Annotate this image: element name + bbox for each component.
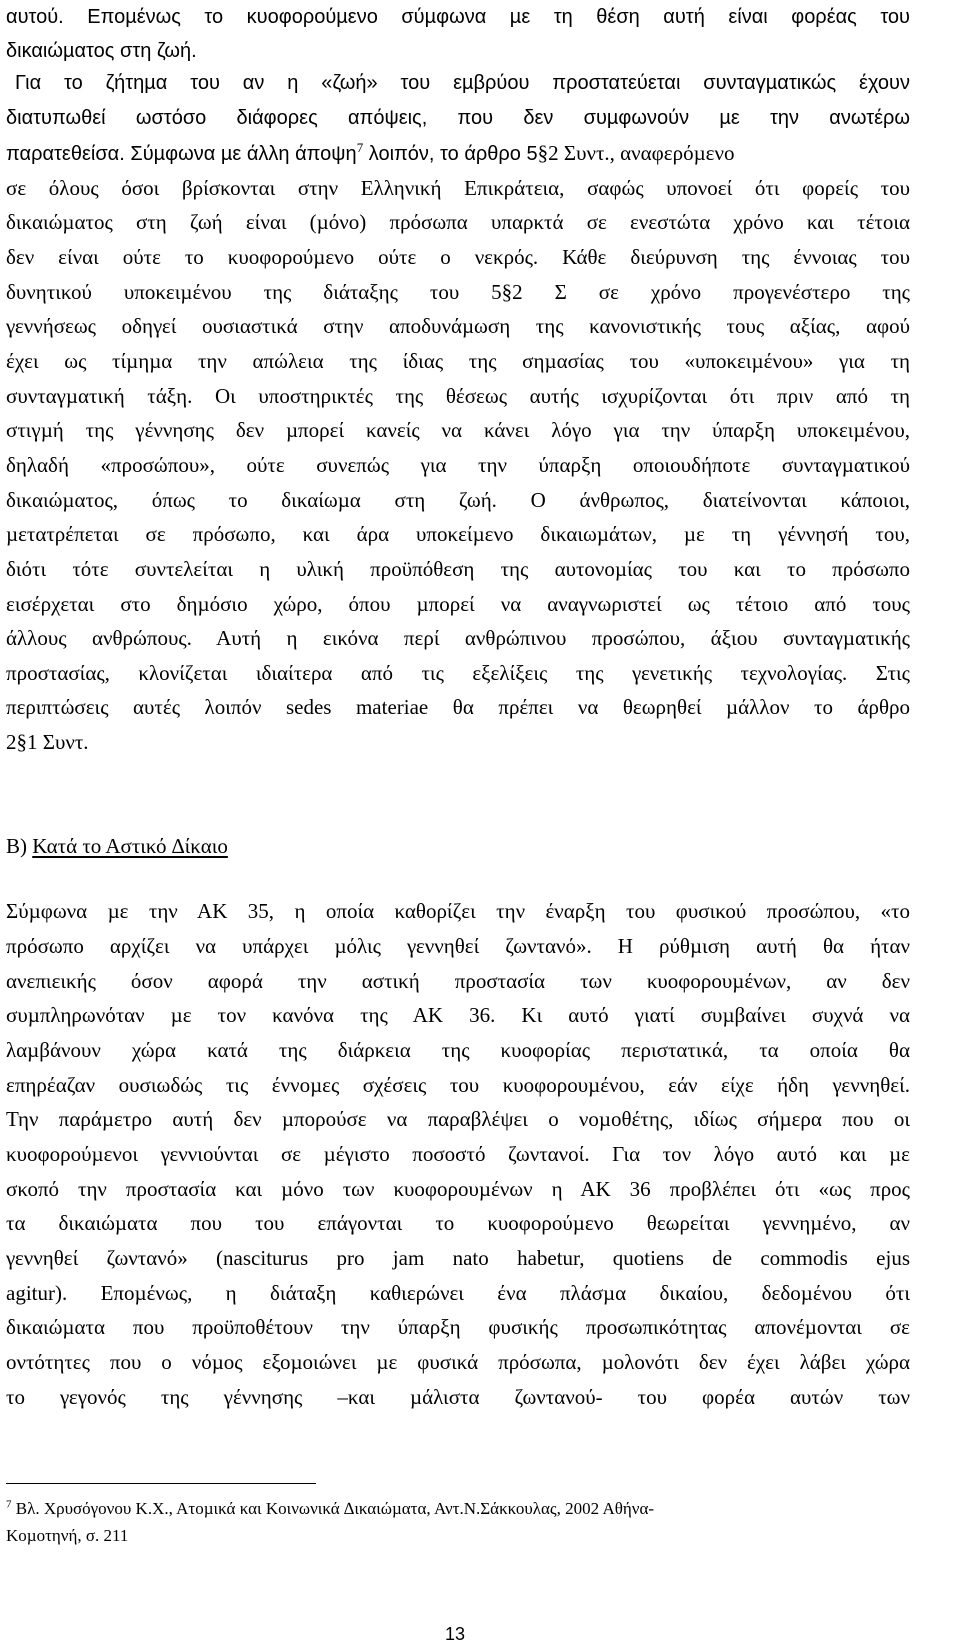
text-line: σε όλους όσοι βρίσκονται στην Ελληνική Επικράτεια, σαφώς υπονοεί ότι φορείς του: [6, 176, 910, 200]
text-line: κυοφορούµενοι γεννιούνται σε µέγιστο ποσοστό ζωντανοί. Για τον λόγο αυτό και µε: [6, 1142, 910, 1166]
text-line: επηρέαζαν ουσιωδώς τις έννοµες σχέσεις του κυοφορουµένου, εάν είχε ήδη γεννηθεί.: [6, 1073, 910, 1097]
text-line: άλλους ανθρώπους. Αυτή η εικόνα περί ανθρώπινου προσώπου, άξιου συνταγµατικής: [6, 626, 910, 650]
text-line: Την παράµετρο αυτή δεν µπορούσε να παραβλέψει ο νοµοθέτης, ιδίως σήµερα που οι: [6, 1107, 910, 1131]
text-line: οντότητες που ο νόµος εξοµοιώνει µε φυσικά πρόσωπα, µολονότι δεν έχει λάβει χώρα: [6, 1350, 910, 1374]
footnote-separator: [6, 1483, 316, 1484]
text-line: δηλαδή «προσώπου», ούτε συνεπώς για την ύπαρξη οποιουδήποτε συνταγµατικού: [6, 453, 910, 477]
text-line: έχει ως τίµηµα την απώλεια της ίδιας της σηµασίας του «υποκειµένου» για τη: [6, 349, 910, 373]
text-line: 2§1 Συντ.: [6, 730, 89, 754]
text-line: περιπτώσεις αυτές λοιπόν sedes materiae θα πρέπει να θεωρηθεί µάλλον το άρθρο: [6, 695, 910, 719]
text-line: διότι τότε συντελείται η υλική προϋπόθεση της αυτονοµίας του και το πρόσωπο: [6, 557, 910, 581]
text-line: Σύµφωνα µε την ΑΚ 35, η οποία καθορίζει την έναρξη του φυσικού προσώπου, «το: [6, 899, 910, 923]
text-line: συµπληρωνόταν µε τον κανόνα της ΑΚ 36. Κι αυτό γιατί συµβαίνει συχνά να: [6, 1003, 910, 1027]
footnote-mark: 7: [6, 1498, 12, 1511]
text-line: το γεγονός της γέννησης –και µάλιστα ζωντανού- του φορέα αυτών των: [6, 1385, 910, 1409]
text-line: αυτού. Εποµένως το κυοφορούµενο σύµφωνα µε τη θέση αυτή είναι φορέας του: [6, 6, 910, 28]
text-line: γεννήσεως οδηγεί ουσιαστικά στην αποδυνάµωση της κανονιστικής τους αξίας, αφού: [6, 314, 910, 338]
text-line-with-footnote-ref: παρατεθείσα. Σύµφωνα µε άλλη άποψη$^7$ λοιπόν, το άρθρο 5§2 Συντ., αναφερόµενο: [6, 140, 735, 165]
text-line: στιγµή της γέννησης δεν µπορεί κανείς να κάνει λόγο για την ύπαρξη υποκειµένου,: [6, 418, 910, 442]
text-line: δεν είναι ούτε το κυοφορούµενο ούτε ο νεκρός. Κάθε διεύρυνση της έννοιας του: [6, 245, 910, 269]
text-line: δικαιώµατος, όπως το δικαίωµα στη ζωή. Ο άνθρωπος, διατείνονται κάποιοι,: [6, 488, 910, 512]
footnote-line: [6, 1497, 654, 1521]
text-line: δυνητικού υποκειµένου της διάταξης του 5§2 Σ σε χρόνο προγενέστερο της: [6, 280, 910, 304]
text-line: εισέρχεται στο δηµόσιο χώρο, όπου µπορεί να αναγνωριστεί ως τέτοιο από τους: [6, 592, 910, 616]
text-line: διατυπωθεί ωστόσο διάφορες απόψεις, που δεν συµφωνούν µε την ανωτέρω: [6, 107, 910, 129]
footnote-reference: 7: [356, 140, 364, 155]
text-segment: 2 Συντ., αναφερόµενο: [548, 141, 735, 165]
text-line: τα δικαιώµατα που του επάγονται το κυοφορούµενο θεωρείται γεννηµένο, αν: [6, 1211, 910, 1235]
text-line: δικαιώµατος στη ζωή είναι (µόνο) πρόσωπα υπαρκτά σε ενεστώτα χρόνο και τέτοια: [6, 210, 910, 234]
text-line: Για το ζήτηµα του αν η «ζωή» του εµβρύου προστατεύεται συνταγµατικώς έχουν: [15, 72, 910, 94]
page-number: 13: [444, 1624, 466, 1644]
text-line: µετατρέπεται σε πρόσωπο, και άρα υποκείµενο δικαιωµάτων, µε τη γέννησή του,: [6, 522, 910, 546]
text-segment: λοιπόν, το άρθρο 5: [363, 143, 538, 165]
text-line: σκοπό την προστασία και µόνο των κυοφορουµένων η ΑΚ 36 προβλέπει ότι «ως προς: [6, 1177, 910, 1201]
text-line: δικαιώµατα που προϋποθέτουν την ύπαρξη φυσικής προσωπικότητας απονέµονται σε: [6, 1315, 910, 1339]
footnote-text: Βλ. Χρυσόγονου Κ.Χ., Ατοµικά και Κοινωνικά ∆ικαιώµατα, Αντ.Ν.Σάκκουλας, 2002 Αθήνα-: [11, 1499, 655, 1518]
section-prefix: Β): [6, 834, 33, 858]
text-line: πρόσωπο αρχίζει να υπάρχει µόλις γεννηθεί ζωντανό». Η ρύθµιση αυτή θα ήταν: [6, 934, 910, 958]
footnote-line: Κοµοτηνή, σ. 211: [6, 1526, 129, 1545]
section-heading: [6, 829, 910, 863]
text-line: γεννηθεί ζωντανό» (nasciturus pro jam nato habetur, quotiens de commodis ejus: [6, 1246, 910, 1270]
section-title: Κατά το Αστικό ∆ίκαιο: [32, 834, 228, 858]
text-segment: παρατεθείσα. Σύµφωνα µε άλλη άποψη: [6, 143, 357, 165]
text-line: δικαιώµατος στη ζωή.: [6, 40, 197, 62]
text-line: ανεπιεικής όσον αφορά την αστική προστασία των κυοφορουµένων, αν δεν: [6, 969, 910, 993]
text-line: λαµβάνουν χώρα κατά της διάρκεια της κυοφορίας περιστατικά, τα οποία θα: [6, 1038, 910, 1062]
text-line: συνταγµατική τάξη. Οι υποστηρικτές της θέσεως αυτής ισχυρίζονται ότι πριν από τη: [6, 384, 910, 408]
text-line: προστασίας, κλονίζεται ιδιαίτερα από τις εξελίξεις της γενετικής τεχνολογίας. Στις: [6, 661, 910, 685]
text-line: agitur). Εποµένως, η διάταξη καθιερώνει ένα πλάσµα δικαίου, δεδοµένου ότι: [6, 1281, 910, 1305]
